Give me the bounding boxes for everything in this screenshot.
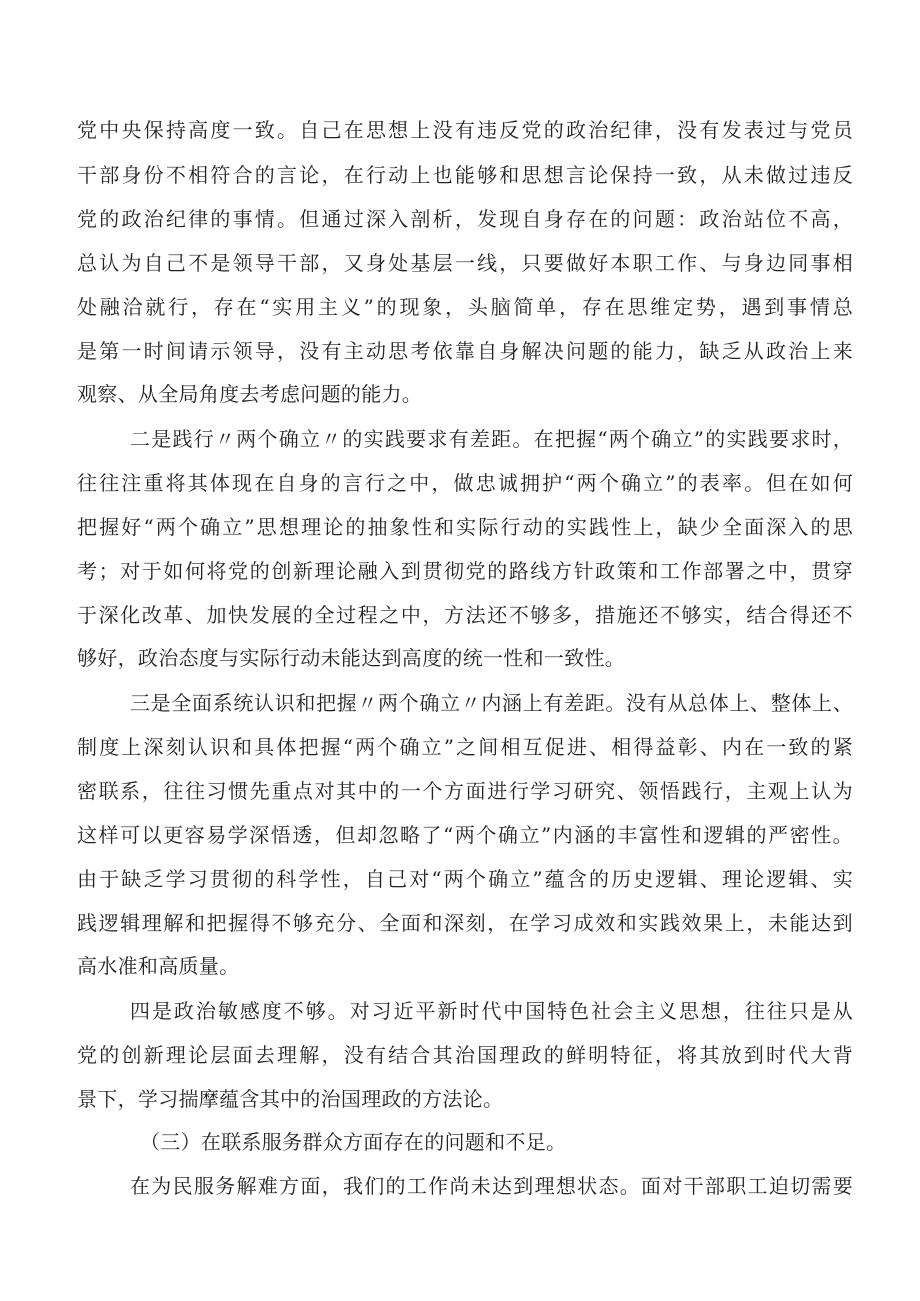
text-line: 这样可以更容易学深悟透，但却忽略了“两个确立”内涵的丰富性和逻辑的严密性。 bbox=[77, 823, 853, 847]
text-line: 高水准和高质量。 bbox=[77, 954, 240, 978]
paragraph-first-line: 四是政治敏感度不够。对习近平新时代中国特色社会主义思想，往往只是从 bbox=[130, 999, 853, 1023]
paragraph-first-line: 三是全面系统认识和把握〃两个确立〃内涵上有差距。没有从总体上、整体上、 bbox=[130, 691, 853, 715]
text-line: 党的创新理论层面去理解，没有结合其治国理政的鲜明特征，将其放到时代大背 bbox=[77, 1043, 853, 1067]
paragraph-first-line: 二是践行〃两个确立〃的实践要求有差距。在把握“两个确立”的实践要求时， bbox=[130, 427, 853, 451]
text-line: 考；对于如何将党的创新理论融入到贯彻党的路线方针政策和工作部署之中，贯穿 bbox=[77, 559, 853, 583]
section-heading: （三）在联系服务群众方面存在的问题和不足。 bbox=[140, 1130, 567, 1154]
text-line: 往往注重将其体现在自身的言行之中，做忠诚拥护“两个确立”的表率。但在如何 bbox=[77, 471, 853, 495]
paragraph-first-line: 在为民服务解难方面，我们的工作尚未达到理想状态。面对干部职工迫切需要 bbox=[130, 1174, 853, 1198]
text-line: 于深化改革、加快发展的全过程之中，方法还不够多，措施还不够实，结合得还不 bbox=[77, 603, 853, 627]
text-line: 够好，政治态度与实际行动未能达到高度的统一性和一致性。 bbox=[77, 646, 626, 670]
text-line: 党中央保持高度一致。自己在思想上没有违反党的政治纪律，没有发表过与党员 bbox=[77, 118, 853, 142]
text-line: 制度上深刻认识和具体把握“两个确立”之间相互促进、相得益彰、内在一致的紧 bbox=[77, 735, 853, 759]
text-line: 由于缺乏学习贯彻的科学性，自己对“两个确立”蕴含的历史逻辑、理论逻辑、实 bbox=[77, 867, 853, 891]
text-line: 景下，学习揣摩蕴含其中的治国理政的方法论。 bbox=[77, 1087, 504, 1111]
text-line: 密联系，往往习惯先重点对其中的一个方面进行学习研究、领悟践行，主观上认为 bbox=[77, 779, 853, 803]
text-line: 总认为自己不是领导干部，又身处基层一线，只要做好本职工作、与身边同事相 bbox=[77, 251, 853, 275]
text-line: 观察、从全局角度去考虑问题的能力。 bbox=[77, 382, 423, 406]
text-line: 党的政治纪律的事情。但通过深入剖析，发现自身存在的问题：政治站位不高， bbox=[77, 207, 853, 231]
text-line: 践逻辑理解和把握得不够充分、全面和深刻，在学习成效和实践效果上，未能达到 bbox=[77, 911, 853, 935]
text-line: 干部身份不相符合的言论，在行动上也能够和思想言论保持一致，从未做过违反 bbox=[77, 163, 853, 187]
text-line: 处融洽就行，存在“实用主义”的现象，头脑简单，存在思维定势，遇到事情总 bbox=[77, 295, 853, 319]
text-line: 把握好“两个确立”思想理论的抽象性和实际行动的实践性上，缺少全面深入的思 bbox=[77, 515, 853, 539]
text-line: 是第一时间请示领导，没有主动思考依靠自身解决问题的能力，缺乏从政治上来 bbox=[77, 339, 853, 363]
